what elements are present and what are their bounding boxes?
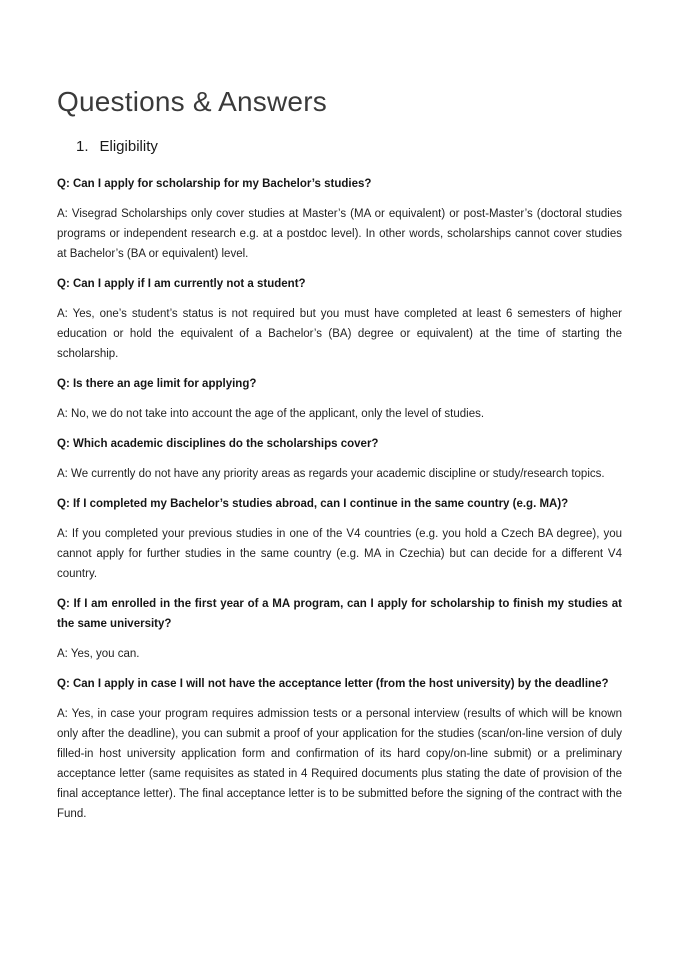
question: Q: If I completed my Bachelor’s studies abroad, can I continue in the same country (e.g. MA)? <box>57 498 569 511</box>
question: Q: Can I apply in case I will not have the acceptance letter (from the host university) by the deadline? <box>57 678 609 691</box>
answer: A: Yes, you can. <box>57 648 140 661</box>
question: Q: Is there an age limit for applying? <box>57 378 257 391</box>
question: Q: Which academic disciplines do the scholarships cover? <box>57 438 379 451</box>
answer: A: We currently do not have any priority areas as regards your academic discipline or study/research topics. <box>57 468 605 481</box>
answer: A: No, we do not take into account the age of the applicant, only the level of studies. <box>57 408 485 421</box>
question: Q: Can I apply for scholarship for my Bachelor’s studies? <box>57 178 372 191</box>
page-title: Questions & Answers <box>57 86 327 117</box>
question: Q: Can I apply if I am currently not a student? <box>57 278 306 291</box>
answer: A: Visegrad Scholarships only cover studies at Master’s (MA or equivalent) or post-Master’s (doctoral studies programs or independent research e.g. at a postdoc level). In other words, scholarships cannot cover studies at Bachelor’s (BA or equivalent) level. <box>57 208 622 261</box>
answer: A: Yes, one’s student’s status is not required but you must have completed at least 6 semesters of higher education or hold the equivalent of a Bachelor’s (BA) degree or equivalent) at the time of starting the scholarship. <box>57 308 622 361</box>
section-number: 1. <box>76 138 89 156</box>
answer: A: Yes, in case your program requires admission tests or a personal interview (results of which will be known only after the deadline), you can submit a proof of your application for the studies (scan/on-line version of duly filled-in host university application form and confirmation of its hard copy/on-line submit) or a preliminary acceptance letter (same requisites as stated in 4 Required documents plus stating the date of provision of the final acceptance letter). The final acceptance letter is to be submitted before the signing of the contract with the Fund. <box>57 708 622 821</box>
section-label: Eligibility <box>99 138 158 156</box>
question: Q: If I am enrolled in the first year of a MA program, can I apply for scholarship to finish my studies at the same university? <box>57 598 622 631</box>
qa-list <box>57 174 622 824</box>
section-heading <box>76 138 622 155</box>
answer: A: If you completed your previous studies in one of the V4 countries (e.g. you hold a Czech BA degree), you cannot apply for further studies in the same country (e.g. MA in Czechia) but can decide for a different V4 country. <box>57 528 622 581</box>
